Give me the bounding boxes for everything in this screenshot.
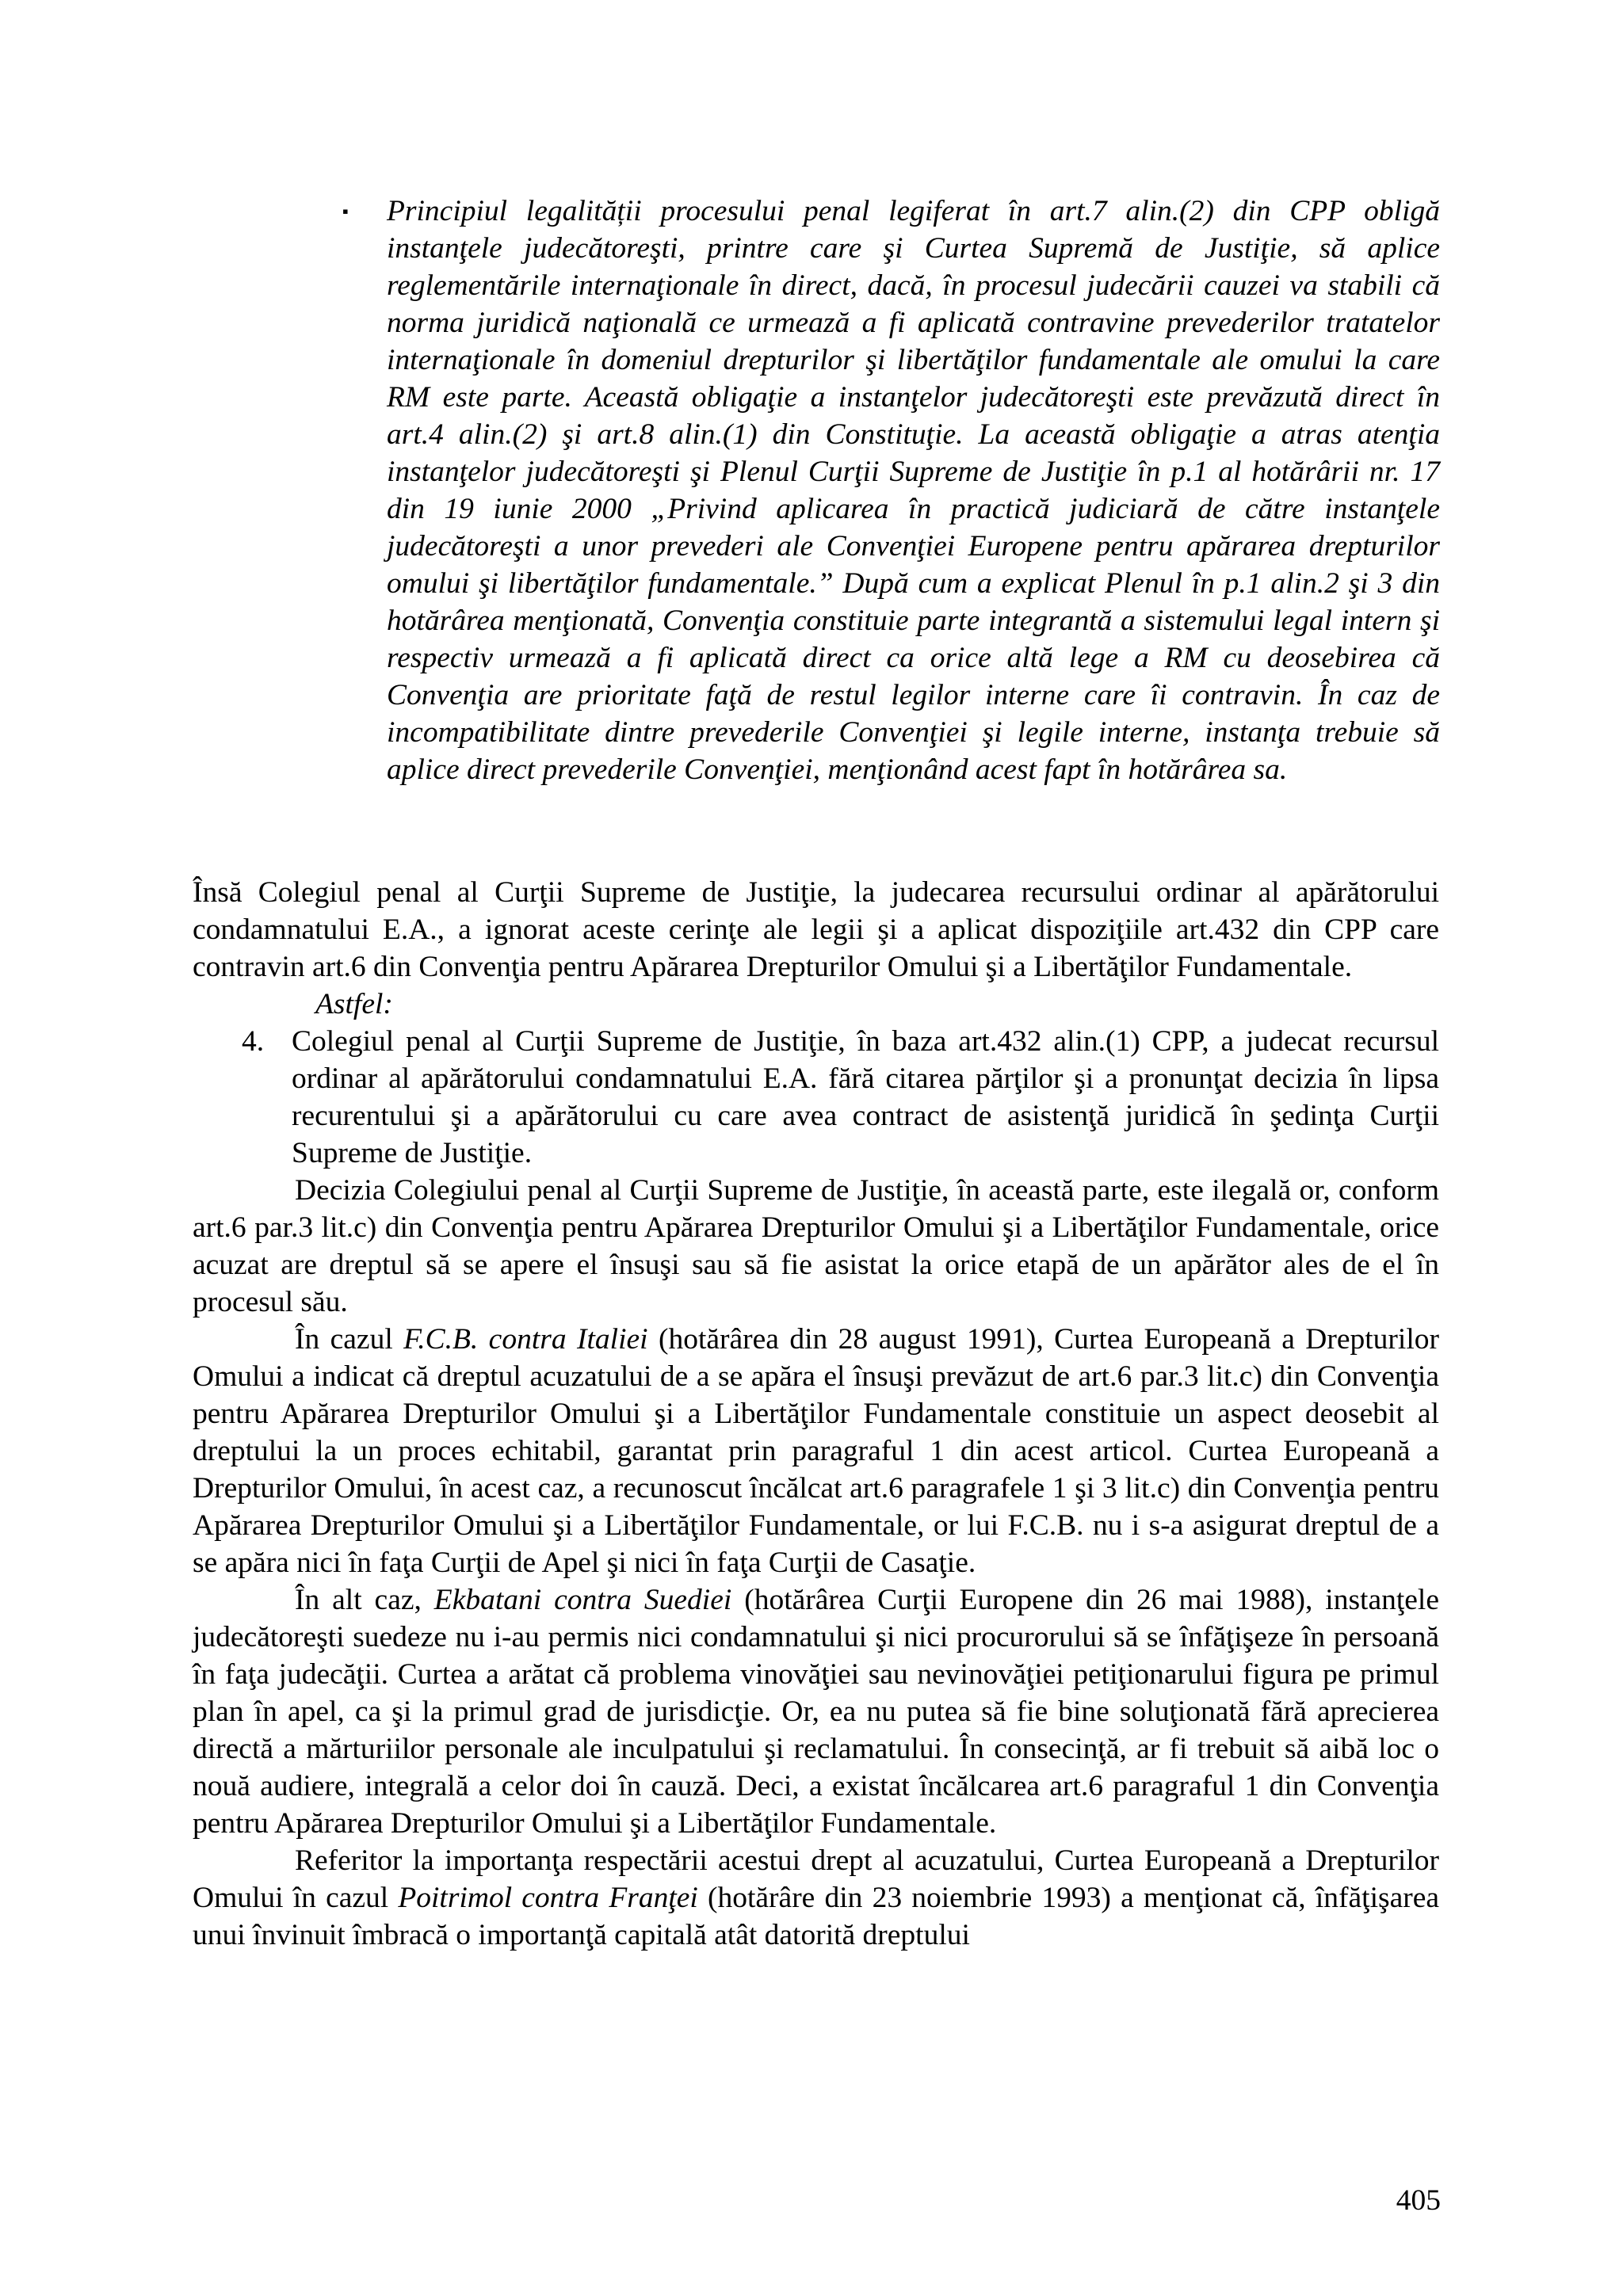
paragraph-lead: În cazul bbox=[295, 1323, 404, 1356]
item-number: 4. bbox=[242, 1025, 265, 1058]
case-name: F.C.B. contra Italiei bbox=[403, 1323, 648, 1356]
item-text: Colegiul penal al Curţii Supreme de Justiţie, în baza art.432 alin.(1) CPP, a judecat recursul ordinar al apărătorului condamnatului E.A. fără citarea părţilor şi a pronunţat decizia în lipsa recurentului şi a apărătorului cu care avea contract de asistenţă juridică în şedinţa Curţii Supreme de Justiţie. bbox=[292, 1025, 1439, 1169]
case-name: Poitrimol contra Franţei bbox=[398, 1882, 698, 1914]
paragraph-rest: (hotărâre din 23 noiembrie 1993) a menţionat că, înfăţişarea unui învinuit îmbracă o importanţă capitală atât datorită dreptului bbox=[193, 1882, 1439, 1951]
paragraph-lead: Referitor la importanţa respectării acestui drept al acuzatului, Curtea Europeană a Drepturilor Omului în cazul bbox=[193, 1844, 1439, 1914]
paragraph-rest: (hotărârea din 28 august 1991), Curtea Europeană a Drepturilor Omului a indicat că dreptul acuzatului de a se apăra el însuşi prevăzut de art.6 par.3 lit.c) din Convenţia pentru Apărarea Drepturilor Omului şi a Libertăţilor Fundamentale constituie un aspect deosebit al dreptului la un proces echitabil, garantat prin paragraful 1 din acest articol. Curtea Europeană a Drepturilor Omului, în acest caz, a recunoscut încălcat art.6 paragrafele 1 şi 3 lit.c) din Convenţia pentru Apărarea Drepturilor Omului şi a Libertăţilor Fundamentale, or lui F.C.B. nu i s-a asigurat dreptul de a se apăra nici în faţa Curţii de Apel şi nici în faţa Curţii de Casaţie. bbox=[193, 1323, 1439, 1579]
bullet-square-icon: ▪ bbox=[342, 201, 349, 221]
paragraph-rest: (hotărârea Curţii Europene din 26 mai 1988), instanţele judecătoreşti suedeze nu i-au permis nici condamnatului şi nici procurorului să se înfăţişeze în persoană în faţa judecăţii. Curtea a arătat că problema vinovăţiei sau nevinovăţiei petiţionarului figura pe primul plan în apel, ca şi la primul grad de jurisdicţie. Or, ea nu putea să fie bine soluţionată fără aprecierea directă a mărturiilor personale ale inculpatului şi reclamatului. În consecinţă, ar fi trebuit să aibă loc o nouă audiere, integrală a celor doi în cauză. Deci, a existat încălcarea art.6 paragraful 1 din Convenţia pentru Apărarea Drepturilor Omului şi a Libertăţilor Fundamentale. bbox=[193, 1584, 1439, 1840]
paragraph-insa: Însă Colegiul penal al Curţii Supreme de Justiţie, la judecarea recursului ordinar al apărătorului condamnatului E.A., a ignorat aceste cerinţe ale legii şi a aplicat dispoziţiile art.432 din CPP care contravin art.6 din Convenţia pentru Apărarea Drepturilor Omului şi a Libertăţilor Fundamentale. bbox=[193, 876, 1439, 983]
body-text bbox=[193, 874, 1439, 1954]
paragraph-decizia: Decizia Colegiului penal al Curţii Supreme de Justiţie, în această parte, este ilegală or, conform art.6 par.3 lit.c) din Convenţia pentru Apărarea Drepturilor Omului şi a Libertăţilor Fundamentale, orice acuzat are dreptul să se apere el însuşi sau să fie asistat la orice etapă de un apărător ales de el în procesul său. bbox=[193, 1174, 1439, 1318]
numbered-item-4 bbox=[193, 1023, 1439, 1172]
paragraph-poitrimol bbox=[193, 1842, 1439, 1954]
page-number: 405 bbox=[1396, 2184, 1441, 2217]
paragraph-lead: În alt caz, bbox=[295, 1584, 434, 1616]
paragraph-fcb bbox=[193, 1321, 1439, 1581]
astfel-label: Astfel: bbox=[315, 988, 393, 1020]
paragraph-ekbatani bbox=[193, 1581, 1439, 1842]
bullet-paragraph: Principiul legalității procesului penal legiferat în art.7 alin.(2) din CPP obligă instanţele judecătoreşti, printre care şi Curtea Supremă de Justiţie, să aplice reglementările internaţionale în direct, dacă, în procesul judecării cauzei va stabili că norma juridică naţională ce urmează a fi aplicată contravine prevederilor tratatelor internaţionale în domeniul drepturilor şi libertăţilor fundamentale ale omului la care RM este parte. Această obligaţie a instanţelor judecătoreşti este prevăzută direct în art.4 alin.(2) şi art.8 alin.(1) din Constituţie. La această obligaţie a atras atenţia instanţelor judecătoreşti şi Plenul Curţii Supreme de Justiţie în p.1 al hotărârii nr. 17 din 19 iunie 2000 „Privind aplicarea în practică judiciară de către instanţele judecătoreşti a unor prevederi ale Convenţiei Europene pentru apărarea drepturilor omului şi libertăţilor fundamentale.” După cum a explicat Plenul în p.1 alin.2 şi 3 din hotărârea menţionată, Convenţia constituie parte integrantă a sistemului legal intern şi respectiv urmează a fi aplicată direct ca orice altă lege a RM cu deosebirea că Convenţia are prioritate faţă de restul legilor interne care îi contravin. În caz de incompatibilitate dintre prevederile Convenţiei şi legile interne, instanţa trebuie să aplice direct prevederile Convenţiei, menţionând acest fapt în hotărârea sa. bbox=[387, 195, 1440, 786]
case-name: Ekbatani contra Suediei bbox=[433, 1584, 732, 1616]
